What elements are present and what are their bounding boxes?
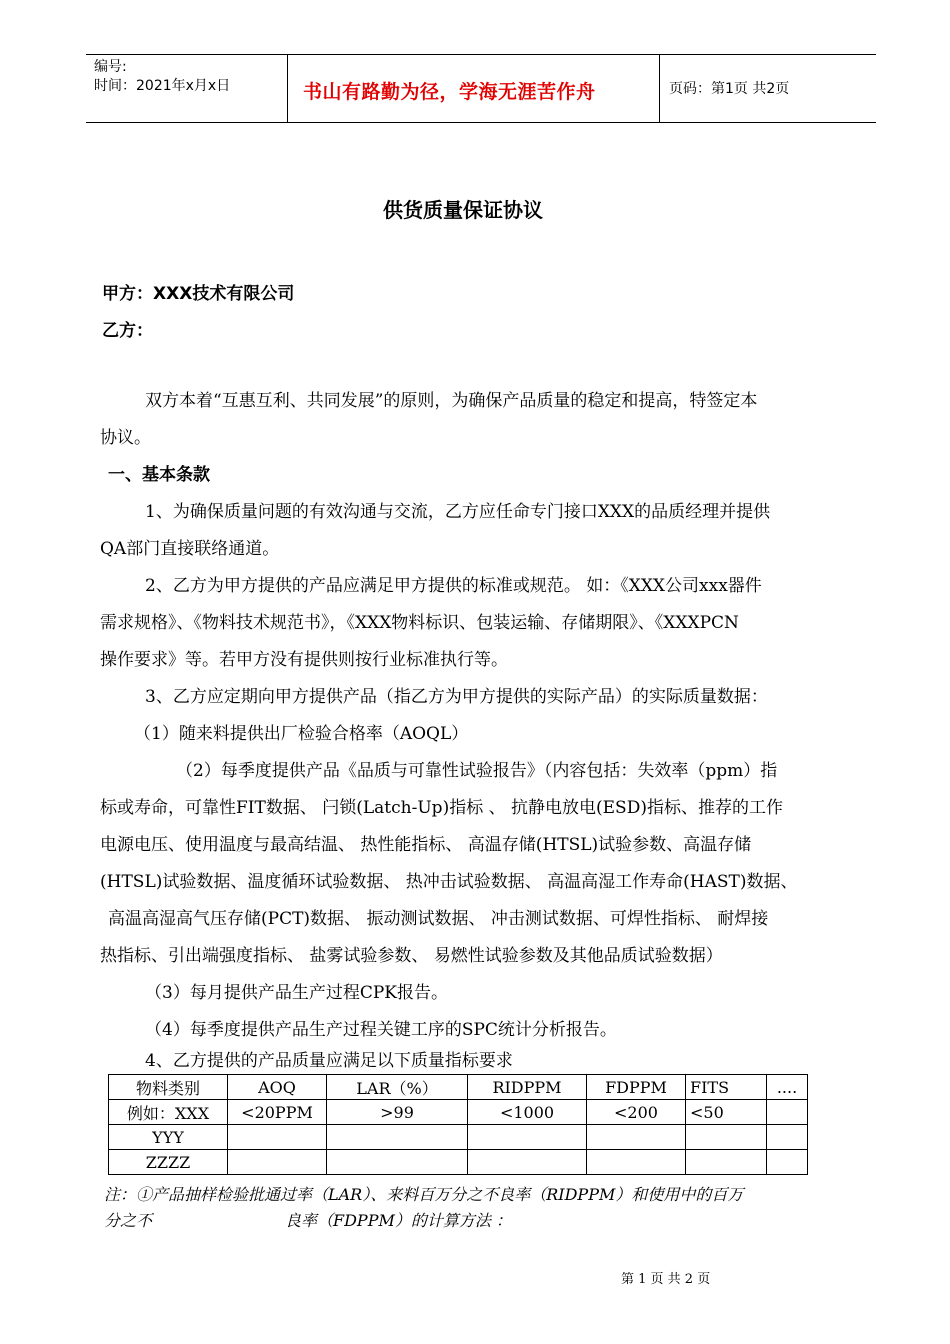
table-cell: <200	[587, 1100, 686, 1125]
table-cell	[587, 1150, 686, 1175]
note-line-2-start: 分之不	[104, 1211, 153, 1230]
table-header-cell: RIDPPM	[468, 1075, 587, 1100]
clause-2-line-2: 需求规格》、《物料技术规范书》，《XXX物料标识、包装运输、存储期限》、《XXXPCN	[100, 613, 739, 633]
table-cell: <20PPM	[228, 1100, 327, 1125]
clause-3-item-2-line-6: 热指标、引出端强度指标、 盐雾试验参数、 易燃性试验参数及其他品质试验数据）	[100, 946, 723, 966]
table-cell	[767, 1125, 808, 1150]
table-row	[109, 1100, 808, 1125]
clause-3-item-3: （3）每月提供产品生产过程CPK报告。	[145, 983, 448, 1003]
table-cell: YYY	[109, 1125, 228, 1150]
header-motto: 书山有路勤为径，学海无涯苦作舟	[303, 81, 596, 103]
header-divider-left	[287, 54, 288, 122]
footer-page-number: 第 1 页 共 2 页	[621, 1272, 711, 1287]
header-divider-right	[659, 54, 660, 122]
party-a: 甲方：XXX技术有限公司	[102, 284, 295, 304]
section-heading-basic-terms: 一、基本条款	[108, 465, 210, 485]
table-row	[109, 1150, 808, 1175]
table-row	[109, 1125, 808, 1150]
table-header-row	[109, 1075, 808, 1100]
header-page-info: 页码：第1页 共2页	[669, 81, 790, 97]
clause-3-item-2-line-5: 高温高湿高气压存储(PCT)数据、 振动测试数据、 冲击测试数据、可焊性指标、 耐焊接	[108, 909, 769, 929]
clause-4-line: 4、乙方提供的产品质量应满足以下质量指标要求	[145, 1051, 513, 1071]
clause-3-item-1: （1）随来料提供出厂检验合格率（AOQL）	[134, 724, 469, 744]
table-cell	[767, 1100, 808, 1125]
clause-1-line-2: QA部门直接联络通道。	[100, 539, 280, 559]
header-number-label: 编号:	[94, 59, 127, 75]
table-cell	[767, 1150, 808, 1175]
clause-3-item-2-line-2: 标或寿命，可靠性FIT数据、 闩锁(Latch-Up)指标 、 抗静电放电(ESD)指标、推荐的工作	[100, 798, 783, 818]
clause-3-item-4: （4）每季度提供产品生产过程关键工序的SPC统计分析报告。	[145, 1020, 617, 1040]
intro-line-2: 协议。	[100, 428, 151, 448]
header-bottom-rule	[86, 122, 876, 123]
table-header-cell: 物料类别	[109, 1075, 228, 1100]
header-top-rule	[86, 54, 876, 55]
clause-3-item-2-line-4: (HTSL)试验数据、温度循环试验数据、 热冲击试验数据、 高温高湿工作寿命(HAST)数据、	[100, 872, 798, 892]
table-cell	[228, 1150, 327, 1175]
table-header-cell: LAR（%）	[327, 1075, 468, 1100]
table-cell	[468, 1125, 587, 1150]
table-header-cell: FITS	[686, 1075, 767, 1100]
table-cell: <50	[686, 1100, 767, 1125]
clause-3-line: 3、乙方应定期向甲方提供产品（指乙方为甲方提供的实际产品）的实际质量数据：	[145, 687, 768, 707]
header-time-label: 时间：2021年x月x日	[94, 78, 231, 94]
clause-2-line-1: 2、乙方为甲方提供的产品应满足甲方提供的标准或规范。 如：《XXX公司xxx器件	[145, 576, 762, 596]
table-cell: >99	[327, 1100, 468, 1125]
quality-indicator-table	[108, 1074, 808, 1175]
intro-line-1: 双方本着“互惠互利、共同发展”的原则，为确保产品质量的稳定和提高，特签定本	[145, 391, 758, 411]
table-header-cell: ....	[767, 1075, 808, 1100]
table-cell: ZZZZ	[109, 1150, 228, 1175]
table-cell	[468, 1150, 587, 1175]
note-line-1: 注：①产品抽样检验批通过率（LAR）、来料百万分之不良率（RIDPPM）和使用中的百万	[104, 1185, 744, 1204]
clause-3-item-2-line-1: （2）每季度提供产品《品质与可靠性试验报告》（内容包括：失效率（ppm）指	[176, 761, 778, 781]
clause-2-line-3: 操作要求》等。若甲方没有提供则按行业标准执行等。	[100, 650, 508, 670]
clause-3-item-2-line-3: 电源电压、使用温度与最高结温、 热性能指标、 高温存储(HTSL)试验参数、高温存储	[100, 835, 752, 855]
note-line-2-end: 良率（FDPPM）的计算方法 ：	[285, 1211, 512, 1230]
table-cell: <1000	[468, 1100, 587, 1125]
table-header-cell: FDPPM	[587, 1075, 686, 1100]
party-b: 乙方：	[102, 321, 153, 341]
table-cell	[327, 1125, 468, 1150]
table-cell	[587, 1125, 686, 1150]
clause-1-line-1: 1、为确保质量问题的有效沟通与交流，乙方应任命专门接口XXX的品质经理并提供	[145, 502, 771, 522]
document-title: 供货质量保证协议	[383, 198, 543, 222]
table-cell	[228, 1125, 327, 1150]
table-cell	[686, 1150, 767, 1175]
table-cell: 例如：XXX	[109, 1100, 228, 1125]
table-header-cell: AOQ	[228, 1075, 327, 1100]
table-cell	[686, 1125, 767, 1150]
table-cell	[327, 1150, 468, 1175]
